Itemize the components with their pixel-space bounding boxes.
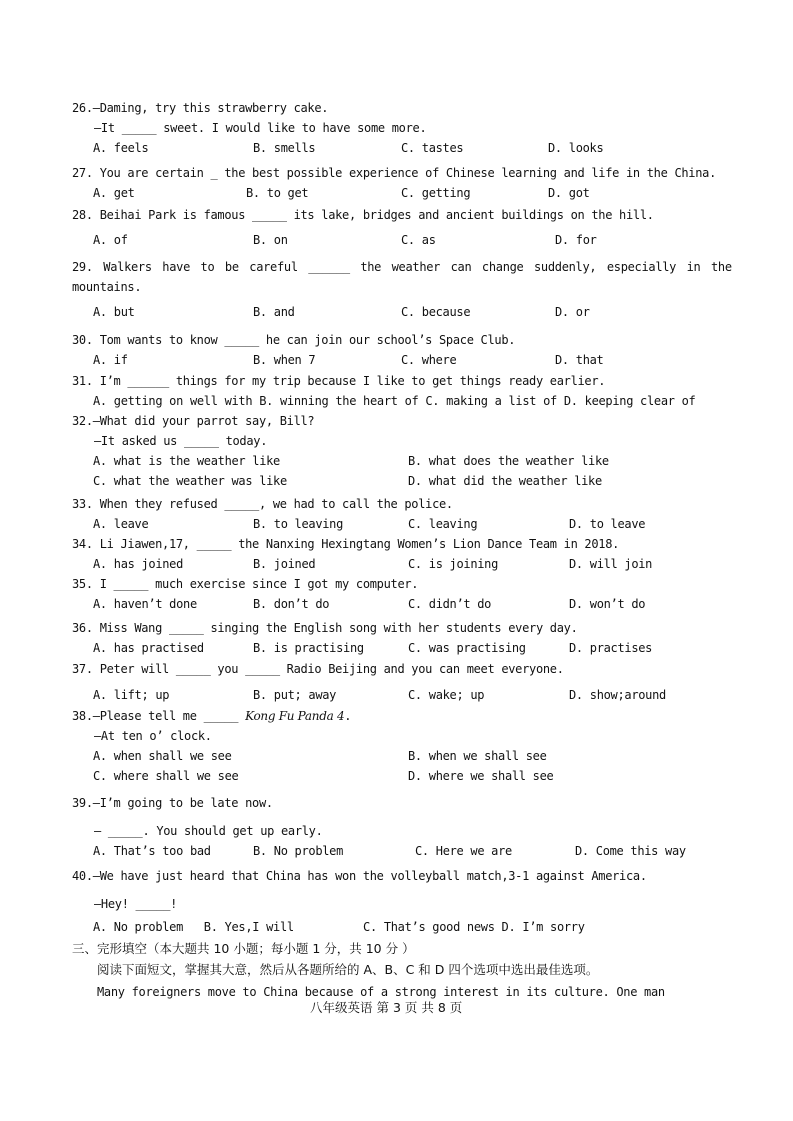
- q26-option-a: A. feels: [93, 141, 149, 155]
- q26-option-d: D. looks: [548, 141, 604, 155]
- q28-stem: 28. Beihai Park is famous _____ its lake, bridges and ancient buildings on the hill.: [72, 208, 654, 222]
- q28-option-d: D. for: [555, 233, 597, 247]
- q34-option-d: D. will join: [569, 557, 653, 571]
- q40-stem: 40.—We have just heard that China has won the volleyball match,3-1 against America.: [72, 869, 647, 883]
- q34-option-a: A. has joined: [93, 557, 184, 571]
- q29-option-a: A. but: [93, 305, 135, 319]
- q36-option-c: C. was practising: [408, 641, 526, 655]
- q28-option-b: B. on: [253, 233, 288, 247]
- q26-option-b: B. smells: [253, 141, 316, 155]
- q27-option-b: B. to get: [246, 186, 309, 200]
- q32-option-b: B. what does the weather like: [408, 454, 609, 468]
- q30-stem: 30. Tom wants to know _____ he can join our school’s Space Club.: [72, 333, 516, 347]
- q34-stem: 34. Li Jiawen,17, _____ the Nanxing Hexingtang Women’s Lion Dance Team in 2018.: [72, 537, 620, 551]
- q37-option-a: A. lift; up: [93, 688, 170, 702]
- q37-option-b: B. put; away: [253, 688, 337, 702]
- q26-stem: 26.—Daming, try this strawberry cake.: [72, 101, 329, 115]
- q38-stem-title: Kong Fu Panda 4: [245, 709, 345, 723]
- q33-option-b: B. to leaving: [253, 517, 344, 531]
- q28-option-a: A. of: [93, 233, 128, 247]
- q32-option-a: A. what is the weather like: [93, 454, 280, 468]
- q29-option-b: B. and: [253, 305, 295, 319]
- q38-reply: —At ten o’ clock.: [94, 729, 212, 743]
- q31-stem: 31. I’m ______ things for my trip because I like to get things ready earlier.: [72, 374, 606, 388]
- q37-option-d: D. show;around: [569, 688, 666, 702]
- q35-option-d: D. won’t do: [569, 597, 646, 611]
- q38-option-d: D. where we shall see: [408, 769, 554, 783]
- q38-option-a: A. when shall we see: [93, 749, 232, 763]
- q27-option-a: A. get: [93, 186, 135, 200]
- q30-option-a: A. if: [93, 353, 128, 367]
- q30-option-b: B. when 7: [253, 353, 316, 367]
- q35-option-a: A. haven’t done: [93, 597, 197, 611]
- q38-stem-text: 38.—Please tell me _____: [72, 709, 246, 723]
- q31-options: A. getting on well with B. winning the heart of C. making a list of D. keeping clear of: [93, 394, 696, 408]
- section3-passage-start: Many foreigners move to China because of a strong interest in its culture. One man: [97, 985, 665, 999]
- q33-option-a: A. leave: [93, 517, 149, 531]
- section3-instruction: 阅读下面短文，掌握其大意，然后从各题所给的 A、B、C 和 D 四个选项中选出最佳选项。: [97, 962, 599, 977]
- q28-option-c: C. as: [401, 233, 436, 247]
- q39-reply: — _____. You should get up early.: [94, 824, 323, 838]
- q27-stem: 27. You are certain _ the best possible experience of Chinese learning and life in the China.: [72, 166, 716, 180]
- q34-option-b: B. joined: [253, 557, 316, 571]
- q39-option-d: D. Come this way: [575, 844, 686, 858]
- q29-option-d: D. or: [555, 305, 590, 319]
- q32-reply: —It asked us _____ today.: [94, 434, 268, 448]
- q29-stem-continued: mountains.: [72, 280, 142, 294]
- section3-title: 三、完形填空（本大题共 10 小题；每小题 1 分，共 10 分 ）: [72, 941, 415, 956]
- page-footer: 八年级英语 第 3 页 共 8 页: [310, 1000, 463, 1015]
- q40-options: A. No problem B. Yes,I will C. That’s good news D. I’m sorry: [93, 920, 585, 934]
- q36-option-d: D. practises: [569, 641, 653, 655]
- q27-option-d: D. got: [548, 186, 590, 200]
- q40-reply: —Hey! _____!: [94, 897, 178, 911]
- q26-option-c: C. tastes: [401, 141, 464, 155]
- q32-option-d: D. what did the weather like: [408, 474, 602, 488]
- q34-option-c: C. is joining: [408, 557, 499, 571]
- q33-stem: 33. When they refused _____, we had to call the police.: [72, 497, 453, 511]
- q36-option-a: A. has practised: [93, 641, 204, 655]
- q38-stem-end: .: [344, 709, 352, 723]
- q37-option-c: C. wake; up: [408, 688, 485, 702]
- q30-option-d: D. that: [555, 353, 604, 367]
- q29-option-c: C. because: [401, 305, 471, 319]
- q33-option-d: D. to leave: [569, 517, 646, 531]
- q30-option-c: C. where: [401, 353, 457, 367]
- q27-option-c: C. getting: [401, 186, 471, 200]
- q38-option-b: B. when we shall see: [408, 749, 547, 763]
- q35-option-c: C. didn’t do: [408, 597, 492, 611]
- q39-option-a: A. That’s too bad: [93, 844, 211, 858]
- q35-option-b: B. don’t do: [253, 597, 330, 611]
- q38-stem: [72, 709, 351, 723]
- q35-stem: 35. I _____ much exercise since I got my computer.: [72, 577, 419, 591]
- q37-stem: 37. Peter will _____ you _____ Radio Beijing and you can meet everyone.: [72, 662, 564, 676]
- q32-stem: 32.—What did your parrot say, Bill?: [72, 414, 315, 428]
- q38-option-c: C. where shall we see: [93, 769, 239, 783]
- q32-option-c: C. what the weather was like: [93, 474, 287, 488]
- q36-stem: 36. Miss Wang _____ singing the English song with her students every day.: [72, 621, 578, 635]
- q33-option-c: C. leaving: [408, 517, 478, 531]
- q29-stem: 29. Walkers have to be careful ______ the weather can change suddenly, especially in the: [72, 260, 732, 274]
- q36-option-b: B. is practising: [253, 641, 364, 655]
- q39-option-c: C. Here we are: [415, 844, 512, 858]
- q39-option-b: B. No problem: [253, 844, 344, 858]
- q39-stem: 39.—I’m going to be late now.: [72, 796, 273, 810]
- q26-reply: —It _____ sweet. I would like to have some more.: [94, 121, 427, 135]
